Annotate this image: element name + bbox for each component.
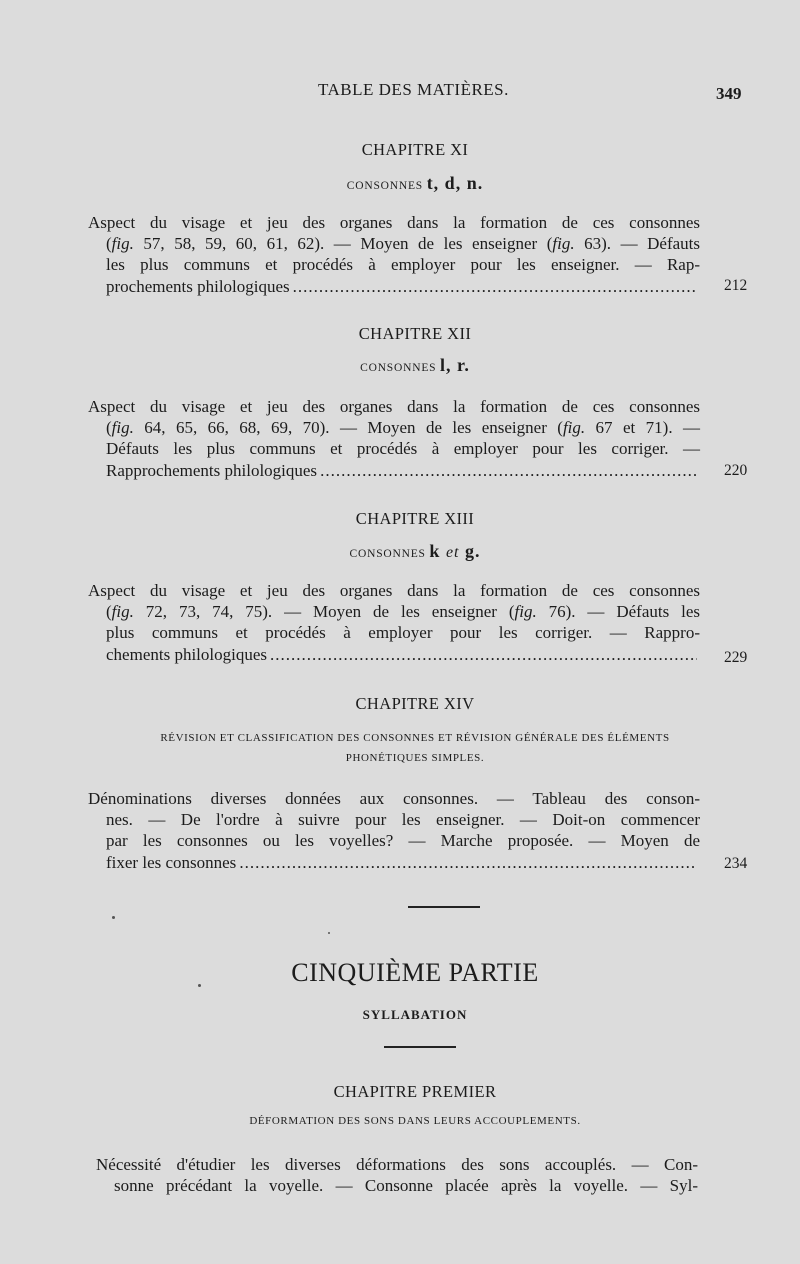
chapter-summary xyxy=(88,212,700,297)
chapter-summary xyxy=(88,396,700,481)
summary-line: Défauts les plus communs et procédés à employer pour les corriger. — xyxy=(106,439,700,459)
subtitle-prefix: CONSONNES xyxy=(346,180,423,192)
chapter-title: CHAPITRE XIII xyxy=(355,509,475,528)
chapter-title: CHAPITRE PREMIER xyxy=(333,1082,497,1101)
chapter-subtitle-line2: PHONÉTIQUES SIMPLES. xyxy=(345,752,485,764)
summary-line: Nécessité d'étudier les diverses déformations des sons accouplés. — Con- xyxy=(96,1155,698,1174)
chapter-subtitle: RÉVISION ET CLASSIFICATION DES CONSONNES ET RÉVISION GÉNÉRALE DES ÉLÉMENTS xyxy=(160,732,670,744)
summary-line-last xyxy=(88,460,700,481)
page-number: 349 xyxy=(716,84,742,103)
chapter-summary xyxy=(88,580,700,665)
ink-speck xyxy=(112,916,115,919)
summary-line-text: chements philologiques xyxy=(106,644,268,664)
part-divider xyxy=(384,1046,456,1048)
subtitle-letters: t, d, n. xyxy=(426,173,484,193)
subtitle-prefix: CONSONNES xyxy=(349,548,426,560)
subtitle-letters: l, r. xyxy=(440,355,470,375)
page-reference: 229 xyxy=(724,649,748,666)
summary-line-text: fixer les consonnes xyxy=(106,852,237,872)
summary-line-text: prochements philologiques xyxy=(106,276,290,296)
summary-line: (fig. 57, 58, 59, 60, 61, 62). — Moyen de les enseigner (fig. 63). — Défauts xyxy=(106,234,700,254)
dot-leader xyxy=(320,460,697,481)
page-reference: 234 xyxy=(724,855,748,872)
ink-speck xyxy=(328,932,330,934)
chapter-title: CHAPITRE XIV xyxy=(355,694,475,713)
page-reference: 220 xyxy=(724,462,748,479)
section-divider xyxy=(408,906,480,908)
summary-line-last xyxy=(88,852,700,873)
summary-line: par les consonnes ou les voyelles? — Marche proposée. — Moyen de xyxy=(106,831,700,851)
dot-leader xyxy=(293,276,697,297)
summary-line: Dénominations diverses données aux consonnes. — Tableau des conson- xyxy=(88,789,700,808)
summary-line: les plus communs et procédés à employer pour les enseigner. — Rap- xyxy=(106,255,700,275)
dot-leader xyxy=(239,852,697,873)
subtitle-prefix: CONSONNES xyxy=(360,362,437,374)
part-subtitle: SYLLABATION xyxy=(362,1007,468,1022)
running-header: TABLE DES MATIÈRES. xyxy=(318,80,509,99)
chapter-summary xyxy=(88,788,700,873)
summary-line-text: Rapprochements philologiques xyxy=(106,460,318,480)
chapter-subtitle xyxy=(0,173,800,194)
summary-line: sonne précédant la voyelle. — Consonne placée après la voyelle. — Syl- xyxy=(114,1176,698,1196)
summary-line: Aspect du visage et jeu des organes dans la formation de ces consonnes xyxy=(88,213,700,232)
summary-line: Aspect du visage et jeu des organes dans la formation de ces consonnes xyxy=(88,397,700,416)
summary-line: (fig. 64, 65, 66, 68, 69, 70). — Moyen de les enseigner (fig. 67 et 71). — xyxy=(106,418,700,438)
chapter-subtitle xyxy=(0,541,800,562)
dot-leader xyxy=(270,644,697,665)
summary-line-last xyxy=(88,276,700,297)
chapter-subtitle: DÉFORMATION DES SONS DANS LEURS ACCOUPLEMENTS. xyxy=(249,1115,581,1127)
summary-line: nes. — De l'ordre à suivre pour les enseigner. — Doit-on commencer xyxy=(106,810,700,830)
summary-line: plus communs et procédés à employer pour les corriger. — Rappro- xyxy=(106,623,700,643)
summary-line-last xyxy=(88,644,700,665)
subtitle-letters: k et g. xyxy=(429,541,481,561)
ink-speck xyxy=(198,984,201,987)
chapter-subtitle xyxy=(0,355,800,376)
part-title: CINQUIÈME PARTIE xyxy=(291,958,539,987)
summary-line: (fig. 72, 73, 74, 75). — Moyen de les enseigner (fig. 76). — Défauts les xyxy=(106,602,700,622)
chapter-title: CHAPITRE XI xyxy=(361,140,469,159)
chapter-title: CHAPITRE XII xyxy=(358,324,472,343)
summary-line: Aspect du visage et jeu des organes dans la formation de ces consonnes xyxy=(88,581,700,600)
page-reference: 212 xyxy=(724,277,748,294)
chapter-summary xyxy=(96,1154,698,1196)
